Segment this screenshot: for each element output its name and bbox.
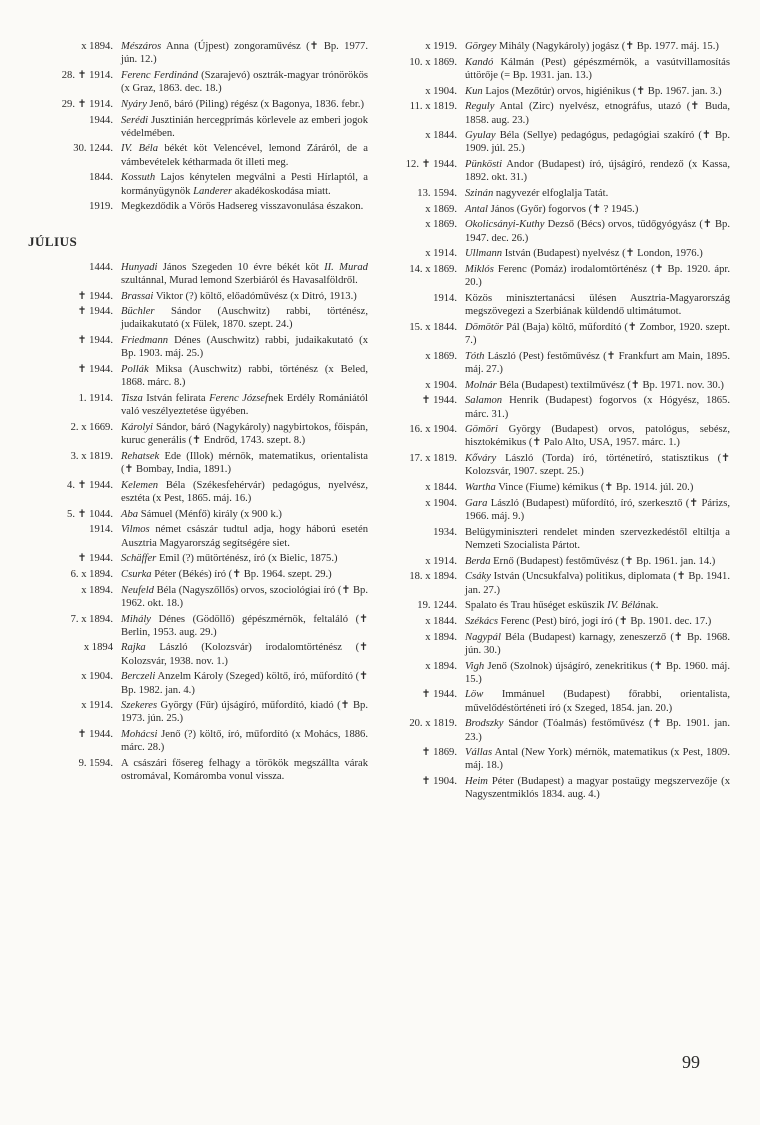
entry-text: Székács Ferenc (Pest) bíró, jogi író (✝ Bp. 1901. dec. 17.) [465, 615, 712, 627]
entry-text: Miklós Ferenc (Pomáz) irodalomtörténész (✝ Bp. 1920. ápr. 20.) [465, 264, 730, 289]
calendar-entry [28, 728, 368, 754]
calendar-entry [385, 56, 730, 82]
entry-date: x 1844. [425, 482, 457, 494]
calendar-entry [385, 660, 730, 686]
calendar-entry [28, 670, 368, 696]
entry-text: Közös minisztertanácsi ülésen Ausztria-Magyarország megszövegezi a Szerbiának küldendő ultimátumot. [465, 292, 730, 318]
left-column [28, 40, 368, 786]
entry-date: x 1914. [425, 555, 457, 567]
entry-date: 11. x 1819. [409, 101, 457, 113]
entry-text: Friedmann Dénes (Auschwitz) rabbi, judaikakutató (x Bp. 1903. máj. 25.) [121, 335, 368, 360]
entry-text: Vigh Jenő (Szolnok) újságíró, zenekritikus (✝ Bp. 1960. máj. 15.) [465, 660, 730, 685]
calendar-entry [28, 261, 368, 287]
calendar-entry [28, 508, 368, 521]
entry-text: Kelemen Béla (Székesfehérvár) pedagógus, nyelvész, esztéta (x Pest, 1865. máj. 16.) [121, 479, 368, 504]
entry-date: 1. 1914. [78, 392, 113, 404]
calendar-entry [385, 129, 730, 155]
entry-text: IV. Béla békét köt Velencével, lemond Záráról, de a vámbevételek kétharmada őt illeti meg. [121, 143, 368, 168]
calendar-entry [385, 321, 730, 347]
calendar-entry [385, 85, 730, 98]
entry-date: ✝ 1944. [77, 306, 113, 318]
entry-date: ✝ 1944. [77, 290, 113, 302]
entry-text: Serédi Jusztinián hercegprímás körlevele az emberi jogok védelmében. [121, 114, 368, 139]
entry-text: Brodszky Sándor (Tóalmás) festőművész (✝ Bp. 1901. jan. 23.) [465, 718, 730, 743]
entry-date: 6. x 1894. [70, 568, 113, 580]
entry-text: Brassai Viktor (?) költő, előadóművész (x Ditró, 1913.) [121, 290, 357, 302]
calendar-entry [385, 688, 730, 714]
calendar-entry [28, 363, 368, 389]
entry-date: x 1844. [425, 130, 457, 142]
entry-text: Nagypál Béla (Budapest) karnagy, zeneszerző (✝ Bp. 1968. jún. 30.) [465, 631, 730, 656]
entry-date: ✝ 1944. [77, 729, 113, 741]
entry-text: Kőváry László (Torda) író, történetíró, statisztikus (✝ Kolozsvár, 1907. szept. 25.) [465, 453, 730, 478]
calendar-entry [385, 218, 730, 244]
calendar-entry [385, 717, 730, 743]
entries-july-right [385, 40, 730, 802]
entry-date: 14. x 1869. [409, 264, 457, 276]
entry-date: 18. x 1894. [409, 571, 457, 583]
entry-text: Mohácsi Jenő (?) költő, író, műfordító (x Mohács, 1886. márc. 28.) [121, 729, 368, 754]
entry-date: ✝ 1944. [77, 553, 113, 565]
entry-text: Vállas Antal (New York) mérnök, matematikus (x Pest, 1809. máj. 18.) [465, 747, 730, 772]
entry-date: ✝ 1944. [421, 395, 457, 407]
entry-date: 16. x 1904. [409, 424, 457, 436]
calendar-entry [28, 392, 368, 418]
entry-text: Löw Immánuel (Budapest) főrabbi, orientalista, művelődéstörténeti író (x Szeged, 1854. jan. 20.) [465, 689, 730, 714]
entry-date: ✝ 1944. [77, 335, 113, 347]
entry-date: 17. x 1819. [409, 453, 457, 465]
entry-date: 2. x 1669. [70, 421, 113, 433]
calendar-entry [28, 98, 368, 111]
entry-date: 1919. [89, 201, 113, 213]
calendar-entry [385, 187, 730, 200]
entry-date: x 1904. [81, 671, 113, 683]
entry-date: x 1869. [425, 203, 457, 215]
calendar-entry [28, 40, 368, 66]
page-number: 99 [682, 1052, 700, 1072]
entry-text: Nyáry Jenő, báró (Piling) régész (x Bagonya, 1836. febr.) [121, 98, 365, 110]
calendar-entry [385, 247, 730, 260]
calendar-entry [28, 568, 368, 581]
entry-date: 1444. [89, 261, 113, 273]
calendar-entry [385, 746, 730, 772]
entry-text: Kossuth Lajos kénytelen megválni a Pesti Hírlaptól, a kormányügynök Landerer akadékoskodása miatt. [121, 172, 368, 197]
entry-date: x 1869. [425, 219, 457, 231]
entry-date: 13. 1594. [417, 188, 457, 200]
calendar-entry [28, 699, 368, 725]
entry-date: 1944. [89, 114, 113, 126]
entry-date: x 1914. [425, 248, 457, 260]
calendar-entry [385, 263, 730, 289]
calendar-entry [385, 452, 730, 478]
entry-date: x 1914. [81, 700, 113, 712]
calendar-entry [28, 69, 368, 95]
entry-text: Belügyminiszteri rendelet minden szervezkedéstől eltiltja a Nemzeti Szocialista Pártot. [465, 526, 730, 551]
calendar-entry [28, 114, 368, 140]
entry-text: Molnár Béla (Budapest) textilművész (✝ Bp. 1971. nov. 30.) [465, 379, 724, 391]
entry-text: A császári fősereg felhagy a törökök megszállta várak ostromával, Komáromba vonul vissza. [121, 758, 368, 783]
entry-date: ✝ 1944. [77, 364, 113, 376]
calendar-entry [385, 40, 730, 53]
calendar-entry [385, 615, 730, 628]
entry-text: Rajka László (Kolozsvár) irodalomtörténész (✝ Kolozsvár, 1938. nov. 1.) [121, 642, 368, 667]
calendar-entry [28, 450, 368, 476]
month-heading: JÚLIUS [28, 234, 78, 250]
entry-text: Dömötör Pál (Baja) költő, műfordító (✝ Zombor, 1920. szept. 7.) [465, 321, 730, 347]
entry-date: x 1904. [425, 497, 457, 509]
entry-text: Schäffer Emil (?) műtörténész, író (x Bielic, 1875.) [121, 553, 338, 565]
calendar-entry [385, 158, 730, 184]
entry-text: Megkezdődik a Vörös Hadsereg visszavonulása északon. [121, 201, 364, 213]
entry-date: 1844. [89, 172, 113, 184]
entry-date: ✝ 1944. [421, 689, 457, 701]
calendar-entry [385, 379, 730, 392]
calendar-entry [385, 526, 730, 552]
entry-date: 20. x 1819. [409, 718, 457, 730]
entry-text: Kun Lajos (Mezőtúr) orvos, higiénikus (✝ Bp. 1967. jan. 3.) [465, 85, 722, 97]
calendar-entry [385, 423, 730, 449]
entry-text: Aba Sámuel (Ménfő) király (x 900 k.) [121, 508, 282, 520]
calendar-entry [385, 555, 730, 568]
entry-date: 7. x 1894. [70, 613, 113, 625]
entry-date: 12. ✝ 1944. [405, 159, 457, 171]
entry-text: Büchler Sándor (Auschwitz) rabbi, történész, judaikakutató (x Fülek, 1870. szept. 24.) [121, 306, 368, 331]
entry-date: ✝ 1869. [421, 747, 457, 759]
calendar-entry [28, 421, 368, 447]
entry-text: Hunyadi János Szegeden 10 évre békét köt II. Murad szultánnal, Murad lemond Szerbiáról és Havasalföldről. [121, 261, 368, 286]
calendar-entry [28, 305, 368, 331]
entry-text: Tóth László (Pest) festőművész (✝ Frankfurt am Main, 1895. máj. 27.) [465, 350, 730, 375]
entry-text: Mészáros Anna (Újpest) zongoraművész (✝ Bp. 1977. jún. 12.) [121, 41, 368, 66]
entry-date: x 1894 [83, 642, 113, 654]
calendar-entry [28, 584, 368, 610]
entry-text: Gömöri György (Budapest) orvos, patológus, sebész, hisztokémikus (✝ Palo Alto, USA, 1957. márc. 1.) [465, 424, 730, 449]
entry-text: Wartha Vince (Fiume) kémikus (✝ Bp. 1914. júl. 20.) [465, 482, 694, 494]
entry-text: Antal János (Győr) fogorvos (✝ ? 1945.) [465, 203, 639, 215]
entry-text: Mihály Dénes (Gödöllő) gépészmérnök, feltaláló (✝ Berlin, 1953. aug. 29.) [121, 613, 368, 638]
entry-date: 30. 1244. [73, 143, 113, 155]
calendar-entry [28, 200, 368, 213]
entry-text: Csurka Péter (Békés) író (✝ Bp. 1964. szept. 29.) [121, 568, 332, 580]
entry-text: Ullmann István (Budapest) nyelvész (✝ London, 1976.) [465, 248, 703, 260]
entry-text: Tisza István felirata Ferenc Józsefnek Erdély Romániától való veszélyeztetése ügyében. [121, 392, 368, 418]
entry-text: Heim Péter (Budapest) a magyar postaügy megszervezője (x Nagyszentmiklós 1834. aug. 4.) [465, 776, 730, 801]
entry-text: Ferenc Ferdinánd (Szarajevó) osztrák-magyar trónörökös (x Graz, 1863. dec. 18.) [121, 69, 368, 95]
entry-text: Berda Ernő (Budapest) festőművész (✝ Bp. 1961. jan. 14.) [465, 555, 716, 567]
entry-text: Pünkösti Andor (Budapest) író, újságíró, rendező (x Kassa, 1892. okt. 31.) [465, 159, 730, 184]
calendar-entry [28, 334, 368, 360]
entry-date: 4. ✝ 1944. [67, 479, 113, 491]
calendar-entry [385, 292, 730, 318]
calendar-entry [28, 171, 368, 197]
entry-text: Spalato és Trau hűséget esküszik IV. Bélának. [465, 600, 659, 612]
calendar-entry [385, 497, 730, 523]
entries-july-left [28, 261, 368, 784]
calendar-entry [385, 100, 730, 126]
entry-text: Okolicsányi-Kuthy Dezső (Bécs) orvos, tüdőgyógyász (✝ Bp. 1947. dec. 26.) [465, 219, 730, 244]
calendar-entry [385, 570, 730, 596]
calendar-entry [385, 631, 730, 657]
entry-text: Pollák Miksa (Auschwitz) rabbi, történész (x Beled, 1868. márc. 8.) [121, 364, 368, 389]
calendar-entry [385, 599, 730, 612]
entry-date: 9. 1594. [78, 758, 113, 770]
entry-date: x 1894. [81, 41, 113, 52]
entry-date: x 1844. [425, 615, 457, 627]
entry-text: Károlyi Sándor, báró (Nagykároly) nagybirtokos, főispán, kuruc generális (✝ Endrőd, 1743. szept. 8.) [121, 421, 368, 447]
calendar-entry [28, 552, 368, 565]
entry-text: Reguly Antal (Zirc) nyelvész, etnográfus, utazó (✝ Buda, 1858. aug. 23.) [465, 101, 730, 126]
entry-text: Gyulay Béla (Sellye) pedagógus, pedagógiai szakíró (✝ Bp. 1909. júl. 25.) [465, 130, 730, 155]
calendar-entry [28, 641, 368, 667]
entry-date: ✝ 1904. [421, 776, 457, 788]
entry-date: 1914. [89, 524, 113, 536]
entry-date: x 1894. [425, 660, 457, 672]
entry-text: Szinán nagyvezér elfoglalja Tatát. [465, 188, 609, 200]
entry-date: x 1904. [425, 379, 457, 391]
entry-date: 1914. [433, 292, 457, 304]
entry-date: 10. x 1869. [409, 56, 457, 68]
calendar-entry [28, 479, 368, 505]
entry-text: Szekeres György (Fűr) újságíró, műfordító, kiadó (✝ Bp. 1973. jún. 25.) [121, 700, 368, 725]
entry-text: Görgey Mihály (Nagykároly) jogász (✝ Bp. 1977. máj. 15.) [465, 41, 719, 52]
entries-june [28, 40, 368, 213]
calendar-entry [28, 290, 368, 303]
entry-text: Berczeli Anzelm Károly (Szeged) költő, író, műfordító (✝ Bp. 1982. jan. 4.) [121, 671, 368, 696]
right-column [385, 40, 730, 804]
entry-date: 3. x 1819. [70, 450, 113, 462]
entry-date: 1934. [433, 526, 457, 538]
entry-date: 29. ✝ 1914. [61, 98, 113, 110]
calendar-entry [28, 523, 368, 549]
entry-text: Kandó Kálmán (Pest) gépészmérnök, a vasútvillamosítás úttörője (= Bp. 1931. jan. 13.) [465, 56, 730, 81]
entry-text: Csáky István (Uncsukfalva) politikus, diplomata (✝ Bp. 1941. jan. 27.) [465, 571, 730, 596]
entry-date: x 1894. [425, 631, 457, 643]
entry-text: Rehatsek Ede (Illok) mérnök, matematikus, orientalista (✝ Bombay, India, 1891.) [121, 450, 368, 475]
entry-date: x 1904. [425, 85, 457, 97]
entry-date: x 1894. [81, 584, 113, 596]
entry-date: 15. x 1844. [409, 321, 457, 333]
calendar-entry [28, 757, 368, 783]
calendar-entry [385, 775, 730, 801]
entry-text: Neufeld Béla (Nagyszőllős) orvos, szociológiai író (✝ Bp. 1962. okt. 18.) [121, 584, 368, 609]
calendar-entry [385, 203, 730, 216]
entry-date: 19. 1244. [417, 600, 457, 612]
calendar-entry [28, 142, 368, 168]
calendar-entry [385, 350, 730, 376]
entry-text: Salamon Henrik (Budapest) fogorvos (x Hógyész, 1865. márc. 31.) [465, 395, 730, 420]
entry-date: x 1919. [425, 41, 457, 52]
entry-date: x 1869. [425, 350, 457, 362]
entry-text: Gara László (Budapest) műfordító, író, szerkesztő (✝ Párizs, 1966. máj. 9.) [465, 497, 730, 522]
calendar-entry [385, 481, 730, 494]
entry-text: Vilmos német császár tudtul adja, hogy háború esetén Ausztria Magyarország segítségére siet. [121, 524, 368, 549]
entry-date: 28. ✝ 1914. [61, 69, 113, 81]
entry-date: 5. ✝ 1044. [67, 508, 113, 520]
calendar-entry [28, 613, 368, 639]
calendar-entry [385, 394, 730, 420]
